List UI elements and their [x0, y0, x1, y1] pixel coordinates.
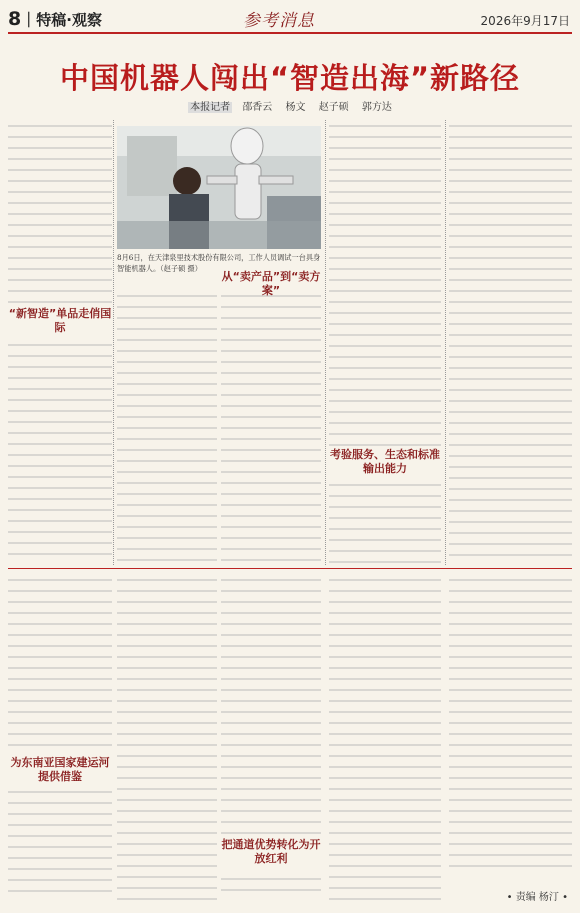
- text-lines: [117, 574, 217, 904]
- author: 郭方达: [361, 102, 392, 113]
- article-column: [449, 120, 572, 565]
- subheading: 为东南亚国家建运河提供借鉴: [10, 756, 110, 783]
- text-lines: [8, 574, 112, 904]
- text-lines: [221, 290, 321, 565]
- text-lines: [329, 574, 441, 904]
- subheading: 把通道优势转化为开放红利: [221, 838, 321, 865]
- article-column: [329, 574, 441, 904]
- column-divider: [325, 120, 326, 565]
- publish-date: 2026年9月17日: [480, 14, 570, 28]
- editor-credit: • 责编 杨汀 •: [506, 892, 568, 903]
- byline-tag: 本报记者: [190, 102, 231, 113]
- article-column: [117, 574, 217, 904]
- byline: [0, 98, 580, 113]
- subheading: 从“卖产品”到“卖方案”: [221, 270, 321, 297]
- page-number: 8｜特稿·观察: [8, 8, 102, 30]
- photo-caption: 8月6日，在天津泉里技术股份有限公司，工作人员调试一台具身智能机器人。（赵子硕 摄）: [117, 253, 321, 273]
- subheading: 考验服务、生态和标准输出能力: [330, 448, 440, 475]
- author: 赵子硕: [318, 102, 349, 113]
- text-lines: [117, 290, 217, 565]
- article-column: [117, 290, 217, 565]
- section-divider: [8, 568, 572, 569]
- text-lines: [329, 120, 441, 565]
- headline: 中国机器人闯出“智造出海”新路径: [59, 61, 521, 95]
- robot-image: [117, 126, 321, 249]
- article-column: [8, 574, 112, 904]
- robot-photo: [117, 126, 321, 249]
- page-header: [8, 6, 572, 34]
- article-column: [449, 574, 572, 884]
- section-name: 特稿·观察: [36, 11, 102, 29]
- article-column: [221, 290, 321, 565]
- text-lines: [449, 574, 572, 884]
- column-divider: [113, 120, 114, 565]
- article-column: [329, 120, 441, 565]
- text-lines: [449, 120, 572, 565]
- article-column: [8, 120, 112, 565]
- subheading: “新智造”单品走俏国际: [8, 307, 112, 334]
- author: 杨文: [285, 102, 306, 113]
- text-lines: [8, 120, 112, 565]
- author: 邵香云: [242, 102, 273, 113]
- masthead: 参考消息: [243, 11, 315, 31]
- column-divider: [445, 120, 446, 565]
